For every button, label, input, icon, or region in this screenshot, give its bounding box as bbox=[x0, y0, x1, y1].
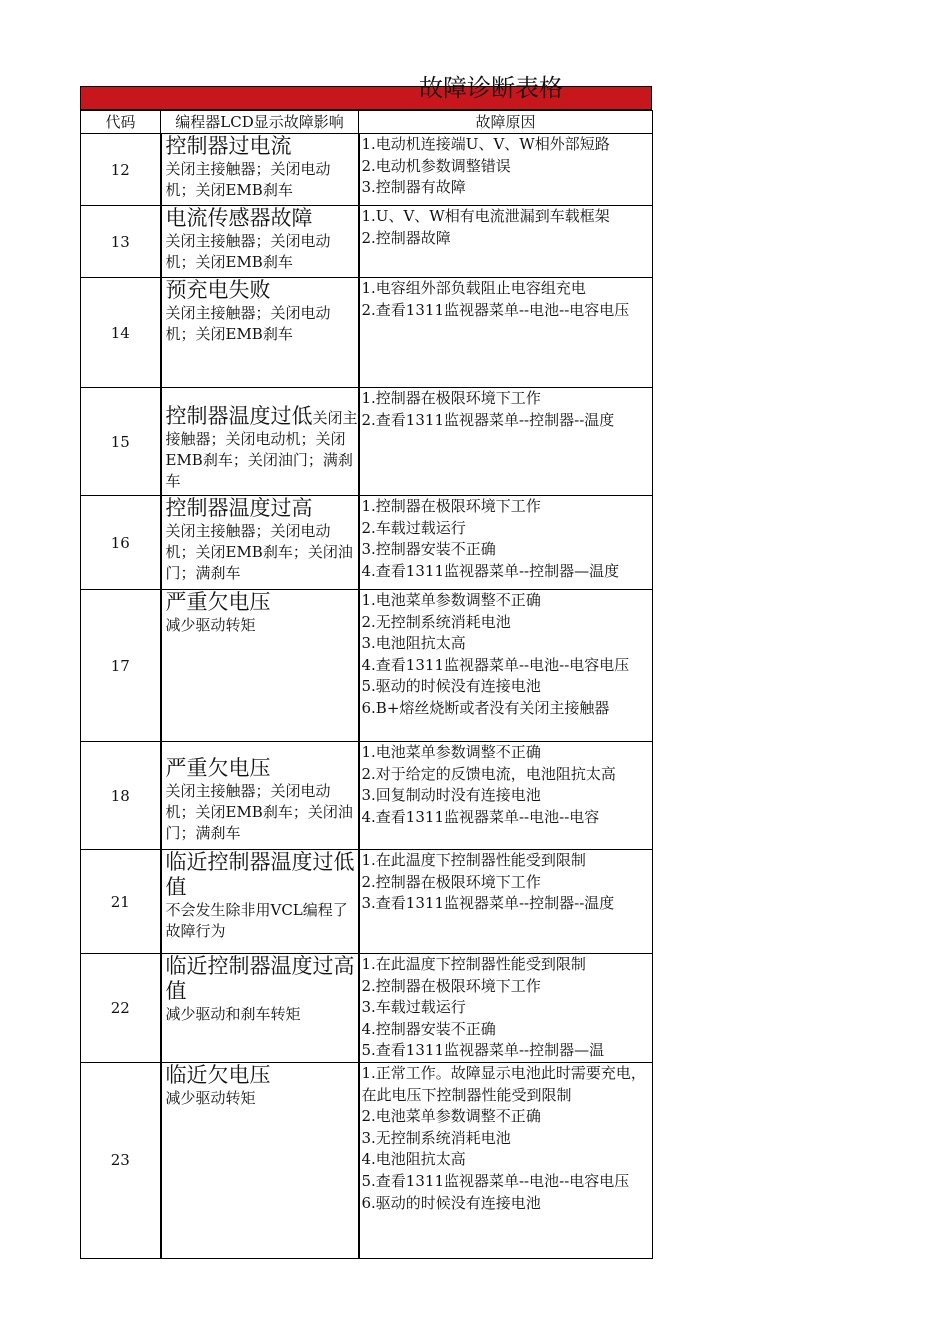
table-row bbox=[81, 206, 653, 278]
fault-code: 21 bbox=[81, 850, 161, 954]
table-row bbox=[81, 742, 653, 850]
fault-code: 23 bbox=[81, 1062, 161, 1258]
table-row bbox=[81, 590, 653, 742]
table-title: 故障诊断表格 bbox=[419, 74, 563, 102]
fault-effect-cell bbox=[161, 134, 359, 206]
fault-cause-cell bbox=[359, 742, 653, 850]
cause-item: 4.控制器安装不正确 bbox=[361, 1019, 496, 1038]
cause-item: 3.查看1311监视器菜单--控制器--温度 bbox=[361, 894, 615, 913]
cause-item: 2.对于给定的反馈电流，电池阻抗太高 bbox=[361, 764, 616, 783]
fault-cause-cell bbox=[359, 590, 653, 742]
fault-name: 控制器温度过高 bbox=[165, 496, 313, 520]
table-row bbox=[81, 1062, 653, 1258]
cause-item: 3.无控制系统消耗电池 bbox=[361, 1128, 511, 1147]
fault-code: 18 bbox=[81, 742, 161, 850]
cause-item: 5.查看1311监视器菜单--控制器—温 bbox=[361, 1041, 605, 1060]
fault-name: 严重欠电压 bbox=[165, 756, 271, 780]
fault-table-sheet bbox=[80, 74, 652, 1259]
fault-cause-cell bbox=[359, 278, 653, 388]
cause-item: 4.电池阻抗太高 bbox=[361, 1150, 466, 1169]
fault-name: 严重欠电压 bbox=[165, 590, 271, 614]
fault-effect-cell bbox=[161, 590, 359, 742]
cause-item: 5.查看1311监视器菜单--电池--电容电压 bbox=[361, 1171, 630, 1190]
fault-effect-cell bbox=[161, 850, 359, 954]
table-row bbox=[81, 278, 653, 388]
cause-item: 6.驱动的时候没有连接电池 bbox=[361, 1193, 541, 1212]
fault-cause-cell bbox=[359, 496, 653, 590]
fault-code: 17 bbox=[81, 590, 161, 742]
table-row bbox=[81, 850, 653, 954]
cause-item: 2.车载过载运行 bbox=[361, 518, 466, 537]
fault-cause-cell bbox=[359, 954, 653, 1063]
fault-code: 12 bbox=[81, 134, 161, 206]
fault-effect: 减少驱动和刹车转矩 bbox=[165, 1005, 301, 1023]
fault-cause-cell bbox=[359, 1062, 653, 1258]
cause-item: 1.电池菜单参数调整不正确 bbox=[361, 591, 541, 609]
fault-effect-cell bbox=[161, 742, 359, 850]
cause-item: 4.查看1311监视器菜单--电池--电容 bbox=[361, 807, 600, 826]
table-body bbox=[81, 134, 653, 1259]
cause-item: 1.在此温度下控制器性能受到限制 bbox=[361, 851, 586, 869]
fault-diagnosis-table bbox=[80, 110, 653, 1259]
header-row bbox=[81, 111, 653, 134]
cause-item: 2.控制器在极限环境下工作 bbox=[361, 976, 541, 995]
fault-name: 预充电失败 bbox=[165, 278, 271, 302]
cause-item: 3.电池阻抗太高 bbox=[361, 634, 466, 653]
cause-item: 3.车载过载运行 bbox=[361, 998, 466, 1017]
fault-effect-cell bbox=[161, 388, 359, 496]
fault-effect: 减少驱动转矩 bbox=[165, 616, 256, 634]
cause-item: 1.正常工作。故障显示电池此时需要充电，在此电压下控制器性能受到限制 bbox=[361, 1063, 646, 1104]
header-code: 代码 bbox=[81, 111, 161, 134]
cause-item: 1.控制器在极限环境下工作 bbox=[361, 389, 541, 407]
cause-item: 1.控制器在极限环境下工作 bbox=[361, 497, 541, 515]
cause-item: 1.在此温度下控制器性能受到限制 bbox=[361, 955, 586, 973]
cause-item: 1.U、V、W相有电流泄漏到车载框架 bbox=[361, 207, 610, 225]
fault-name: 临近控制器温度过高值 bbox=[165, 954, 355, 1003]
cause-item: 2.查看1311监视器菜单--控制器--温度 bbox=[361, 410, 615, 429]
fault-name: 临近欠电压 bbox=[165, 1062, 271, 1087]
cause-item: 1.电容组外部负载阻止电容组充电 bbox=[361, 279, 586, 297]
cause-item: 2.电动机参数调整错误 bbox=[361, 156, 511, 175]
fault-effect-cell bbox=[161, 278, 359, 388]
fault-code: 15 bbox=[81, 388, 161, 496]
fault-effect: 关闭主接触器；关闭电动机；关闭EMB刹车；关闭油门；满刹车 bbox=[165, 782, 353, 842]
fault-effect: 关闭主接触器；关闭电动机；关闭EMB刹车；关闭油门；满刹车 bbox=[165, 522, 353, 582]
fault-code: 16 bbox=[81, 496, 161, 590]
cause-item: 3.控制器安装不正确 bbox=[361, 540, 496, 559]
fault-effect: 减少驱动转矩 bbox=[165, 1088, 256, 1107]
cause-item: 3.控制器有故障 bbox=[361, 178, 466, 197]
fault-cause-cell bbox=[359, 388, 653, 496]
fault-effect-cell bbox=[161, 496, 359, 590]
cause-item: 2.电池菜单参数调整不正确 bbox=[361, 1107, 541, 1126]
fault-effect: 关闭主接触器；关闭电动机；关闭EMB刹车；关闭油门；满刹车 bbox=[165, 409, 358, 490]
cause-item: 1.电池菜单参数调整不正确 bbox=[361, 743, 541, 761]
cause-item: 3.回复制动时没有连接电池 bbox=[361, 786, 541, 805]
fault-code: 22 bbox=[81, 954, 161, 1063]
cause-item: 4.查看1311监视器菜单--控制器—温度 bbox=[361, 561, 620, 580]
fault-cause-cell bbox=[359, 134, 653, 206]
cause-item: 2.控制器故障 bbox=[361, 228, 451, 247]
header-effect: 编程器LCD显示故障影响 bbox=[161, 111, 359, 134]
cause-item: 4.查看1311监视器菜单--电池--电容电压 bbox=[361, 655, 630, 674]
fault-effect-cell bbox=[161, 954, 359, 1063]
table-row bbox=[81, 388, 653, 496]
fault-cause-cell bbox=[359, 850, 653, 954]
fault-code: 13 bbox=[81, 206, 161, 278]
fault-name: 控制器过电流 bbox=[165, 134, 292, 158]
cause-item: 2.控制器在极限环境下工作 bbox=[361, 872, 541, 891]
fault-effect-cell bbox=[161, 206, 359, 278]
cause-item: 2.无控制系统消耗电池 bbox=[361, 612, 511, 631]
cause-item: 5.驱动的时候没有连接电池 bbox=[361, 677, 541, 696]
fault-effect: 不会发生除非用VCL编程了故障行为 bbox=[165, 901, 348, 940]
cause-item: 2.查看1311监视器菜单--电池--电容电压 bbox=[361, 300, 630, 319]
fault-effect: 关闭主接触器；关闭电动机；关闭EMB刹车 bbox=[165, 160, 331, 199]
header-cause: 故障原因 bbox=[359, 111, 653, 134]
fault-name: 电流传感器故障 bbox=[165, 206, 313, 230]
fault-effect: 关闭主接触器；关闭电动机；关闭EMB刹车 bbox=[165, 304, 331, 343]
cause-item: 1.电动机连接端U、V、W相外部短路 bbox=[361, 135, 610, 153]
fault-name: 临近控制器温度过低值 bbox=[165, 850, 355, 899]
fault-effect: 关闭主接触器；关闭电动机；关闭EMB刹车 bbox=[165, 232, 331, 271]
table-row bbox=[81, 134, 653, 206]
table-row bbox=[81, 496, 653, 590]
fault-code: 14 bbox=[81, 278, 161, 388]
fault-effect-cell bbox=[161, 1062, 359, 1258]
title-bar bbox=[80, 74, 652, 110]
fault-cause-cell bbox=[359, 206, 653, 278]
table-row bbox=[81, 954, 653, 1063]
fault-name: 控制器温度过低 bbox=[165, 404, 313, 428]
cause-item: 6.B+熔丝烧断或者没有关闭主接触器 bbox=[361, 698, 610, 717]
